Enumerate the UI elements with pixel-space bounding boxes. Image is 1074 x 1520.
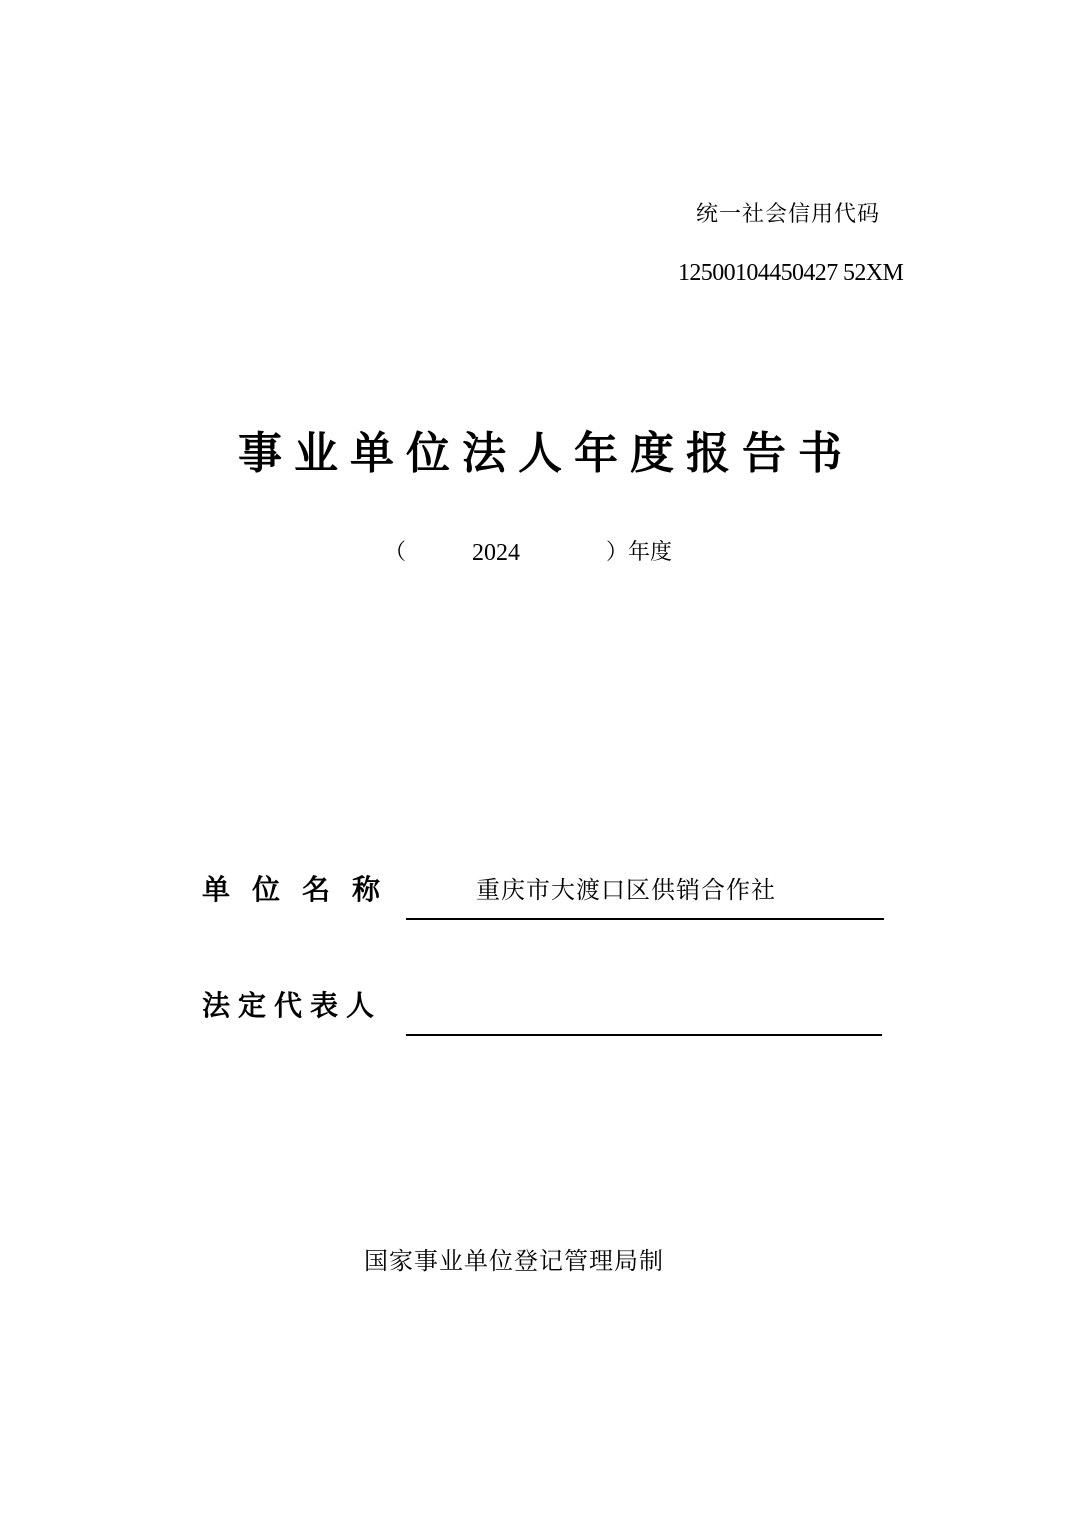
legal-representative-label: 法定代表人 [202, 989, 383, 1022]
credit-code-label: 统一社会信用代码 [696, 202, 881, 227]
report-year: 2024 [472, 540, 520, 566]
unit-name-value: 重庆市大渡口区供销合作社 [476, 876, 776, 904]
document-title: 事业单位法人年度报告书 [238, 428, 854, 479]
legal-representative-underline [406, 1034, 882, 1036]
credit-code-value: 12500104450427 52XM [678, 260, 904, 286]
year-close-suffix: ）年度 [606, 540, 673, 565]
issuer-footer: 国家事业单位登记管理局制 [364, 1247, 664, 1275]
report-year-line [384, 536, 704, 570]
year-open-paren: （ [384, 540, 407, 565]
unit-name-underline [406, 918, 884, 920]
unit-name-label: 单位名称 [202, 873, 403, 906]
